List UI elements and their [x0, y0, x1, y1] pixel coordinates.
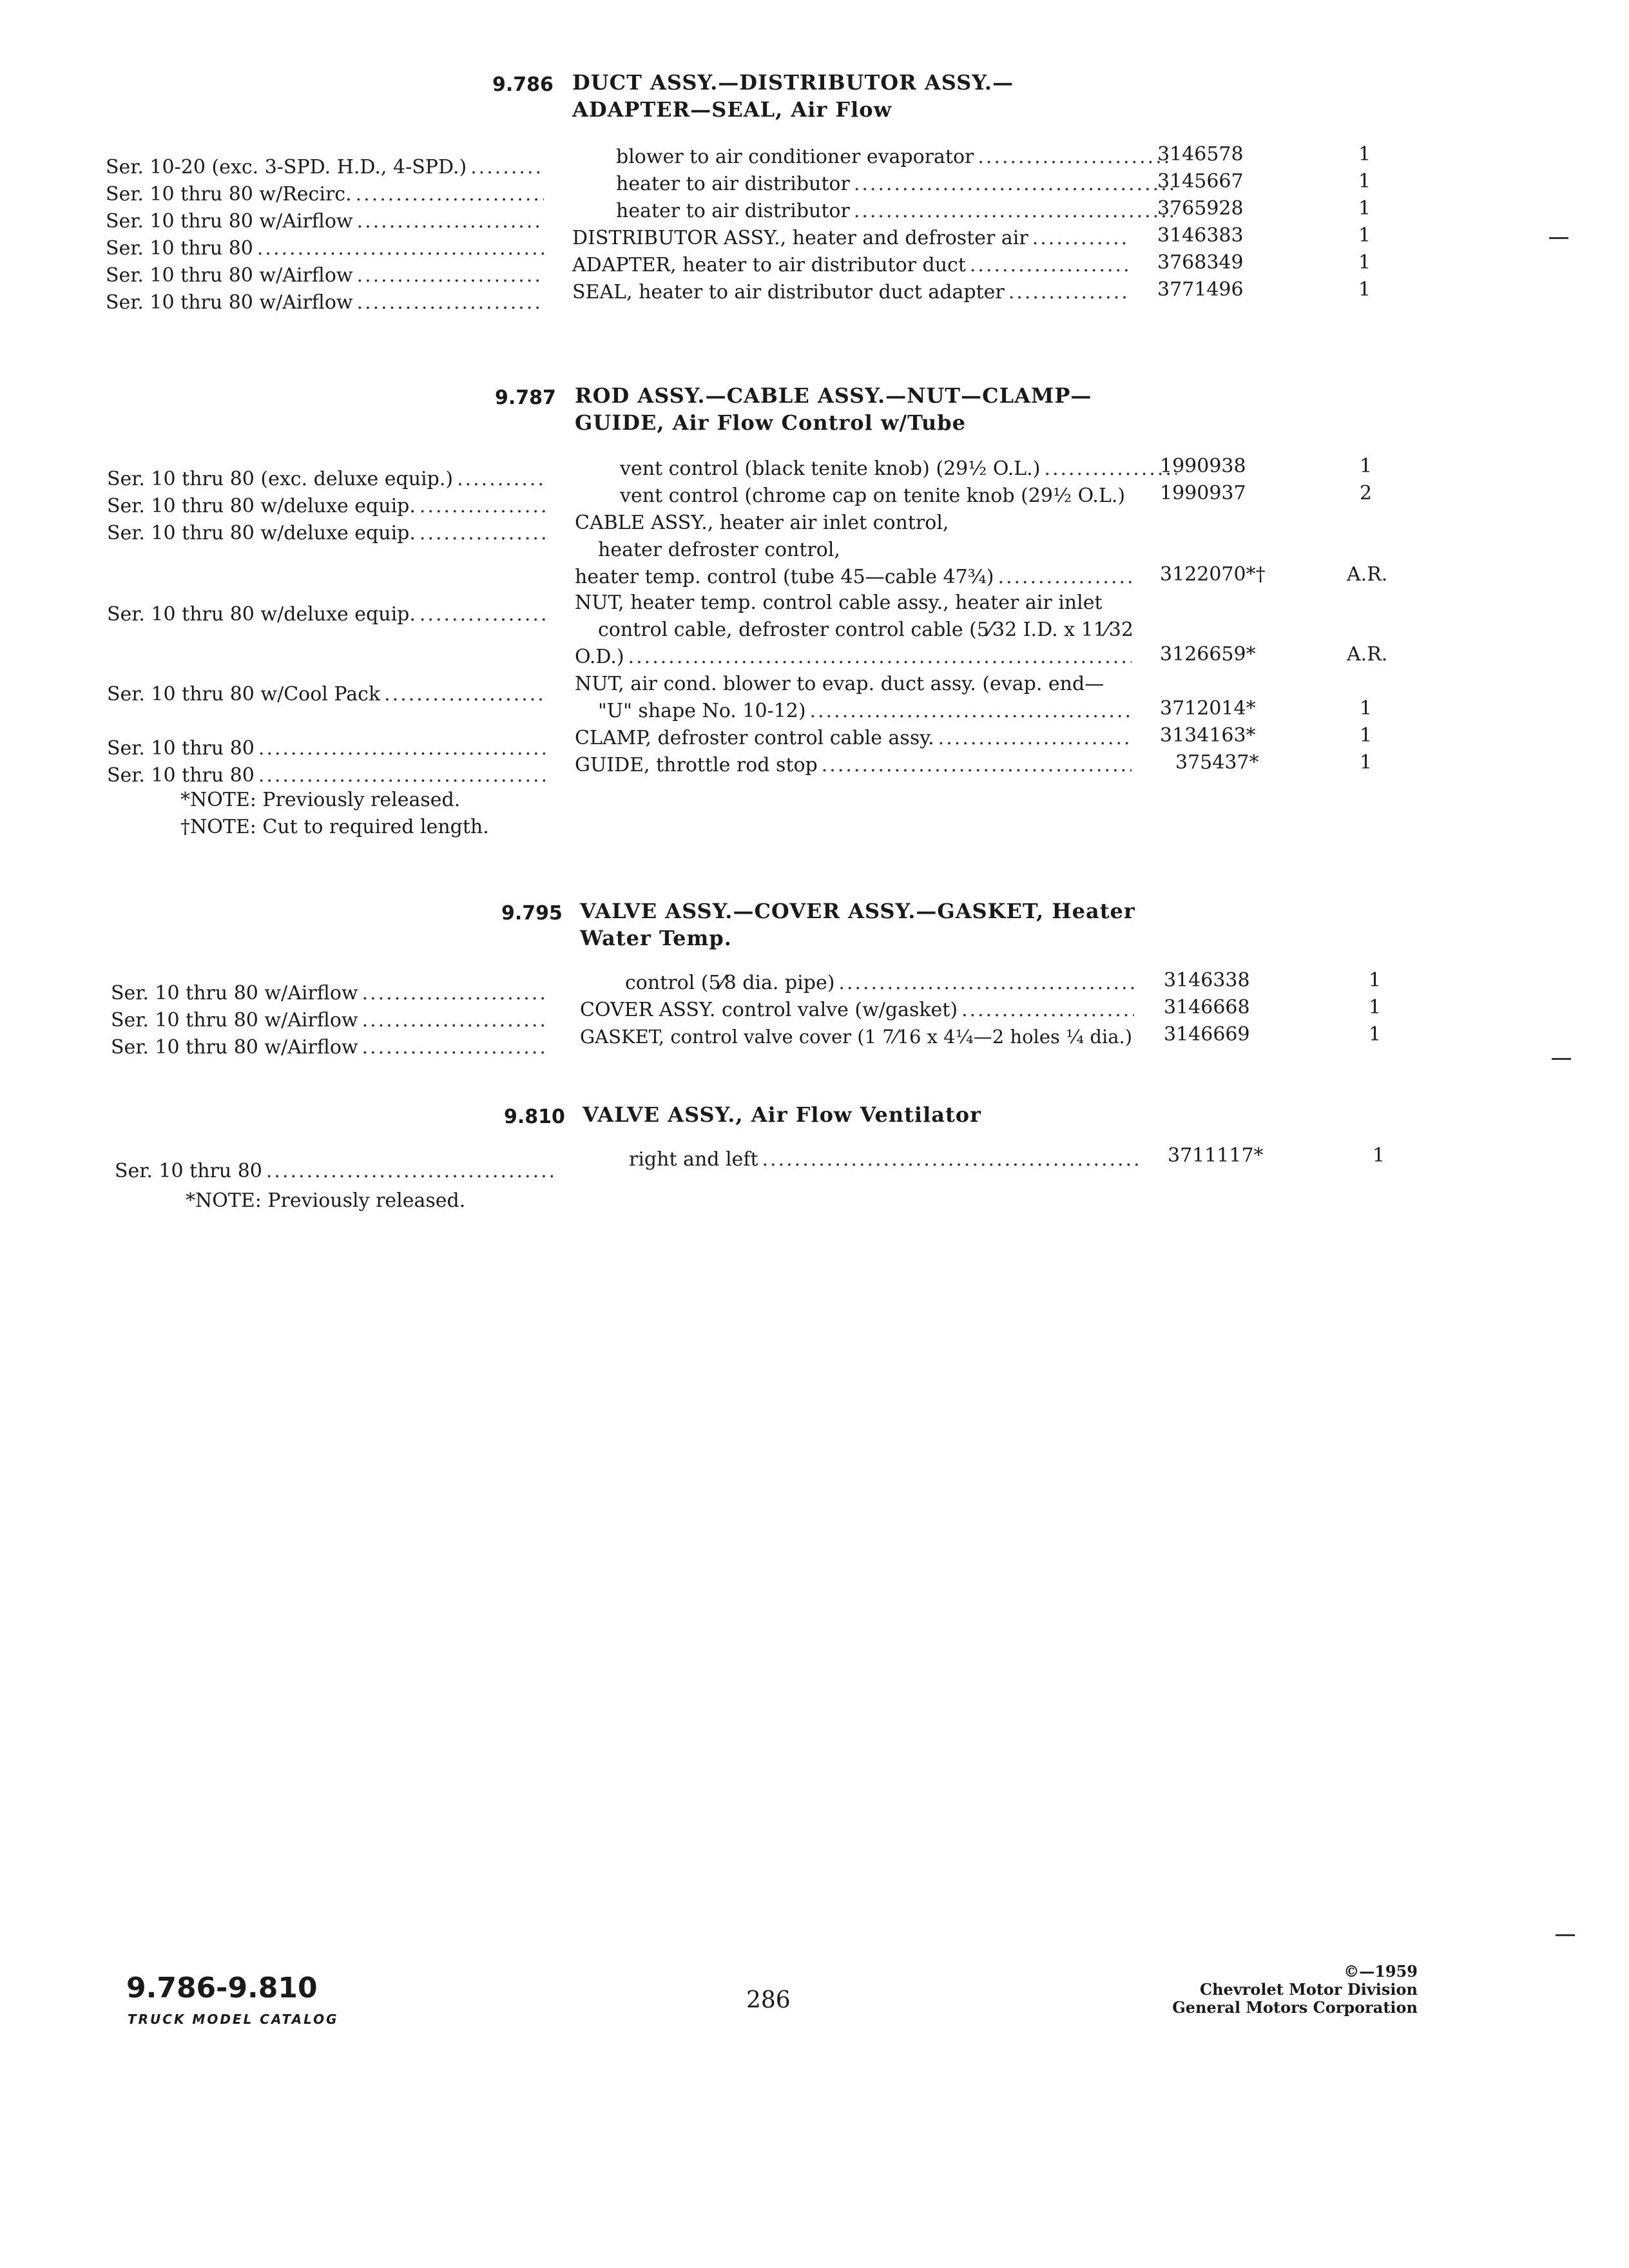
- description-cell: GUIDE, throttle rod stop .....: [575, 754, 1132, 776]
- margin-mark: [1552, 1058, 1571, 1060]
- part-number: 3126659*: [1160, 643, 1256, 666]
- applicability-cell: Ser. 10 thru 80 w/deluxe equip. .....: [107, 603, 545, 626]
- applicability-cell: Ser. 10 thru 80 w/Cool Pack .....: [107, 683, 545, 706]
- quantity: 2: [1360, 482, 1373, 505]
- applicability-cell: Ser. 10 thru 80 w/Airflow .....: [106, 264, 544, 287]
- section-title-line: VALVE ASSY., Air Flow Ventilator: [583, 1102, 981, 1127]
- quantity: 1: [1360, 751, 1373, 774]
- applicability-cell: Ser. 10 thru 80 w/Recirc. .....: [106, 183, 544, 206]
- description-cell: vent control (chrome cap on tenite knob (29½ O.L.): [620, 485, 1126, 507]
- description-cell: SEAL, heater to air distributor duct adapter .....: [572, 281, 1129, 303]
- quantity: 1: [1358, 278, 1371, 301]
- quantity: 1: [1358, 251, 1371, 274]
- part-number: 3146578: [1157, 143, 1244, 166]
- part-number: 375437*: [1175, 751, 1259, 774]
- quantity: 1: [1369, 1023, 1382, 1046]
- description-cell: vent control (black tenite knob) (29½ O.L.) .....: [620, 457, 1177, 480]
- quantity: 1: [1358, 224, 1371, 247]
- publisher-corporation: General Motors Corporation: [1172, 1998, 1418, 2017]
- section-title-line: ROD ASSY.—CABLE ASSY.—NUT—CLAMP—: [575, 383, 1092, 408]
- description-cell: heater to air distributor .....: [616, 200, 1173, 222]
- description-cell: heater to air distributor .....: [616, 173, 1173, 195]
- part-number: 3134163*: [1160, 724, 1256, 747]
- applicability-cell: Ser. 10 thru 80 .....: [115, 1160, 553, 1182]
- part-number: 3768349: [1157, 251, 1244, 274]
- part-number: 1990937: [1160, 482, 1246, 505]
- quantity: 1: [1358, 170, 1371, 193]
- description-line: heater defroster control,: [598, 539, 840, 561]
- quantity: 1: [1373, 1144, 1385, 1167]
- footnote: *NOTE: Previously released.: [180, 789, 461, 811]
- description-cell: heater temp. control (tube 45—cable 47¾) .....: [575, 566, 1132, 588]
- margin-mark: [1556, 1934, 1575, 1936]
- publisher-block: [1095, 1963, 1418, 2017]
- description-cell: control (5⁄8 dia. pipe) .....: [625, 972, 1134, 994]
- part-number: 3711117*: [1168, 1144, 1264, 1167]
- part-number: 3712014*: [1160, 697, 1256, 720]
- section-title-line: VALVE ASSY.—COVER ASSY.—GASKET, Heater: [580, 899, 1135, 923]
- page-number: 286: [746, 1987, 791, 2013]
- applicability-cell: Ser. 10 thru 80 w/Airflow .....: [106, 291, 544, 314]
- applicability-cell: Ser. 10 thru 80 (exc. deluxe equip.) .....: [107, 468, 545, 490]
- quantity: 1: [1369, 996, 1382, 1019]
- part-number: 3146383: [1157, 224, 1244, 247]
- margin-mark: [1549, 237, 1568, 239]
- description-cell: blower to air conditioner evaporator .....: [616, 146, 1173, 168]
- quantity: 1: [1369, 969, 1382, 992]
- applicability-cell: Ser. 10 thru 80 w/Airflow .....: [106, 210, 544, 233]
- quantity: 1: [1358, 197, 1371, 220]
- section-number: 9.810: [504, 1106, 565, 1128]
- section-number: 9.795: [501, 902, 563, 925]
- description-cell: CLAMP, defroster control cable assy. .....: [575, 727, 1132, 749]
- part-number: 1990938: [1160, 455, 1246, 477]
- copyright: ©—1959: [1344, 1962, 1418, 1981]
- quantity: A.R.: [1347, 563, 1388, 586]
- applicability-cell: Ser. 10 thru 80 w/Airflow .....: [111, 1036, 549, 1059]
- description-cell: right and left .....: [629, 1148, 1138, 1171]
- quantity: A.R.: [1347, 643, 1388, 666]
- part-number: 3771496: [1157, 278, 1244, 301]
- applicability-cell: Ser. 10 thru 80 .....: [107, 737, 545, 760]
- description-cell: ADAPTER, heater to air distributor duct .....: [572, 254, 1129, 276]
- applicability-cell: Ser. 10 thru 80 w/deluxe equip. .....: [107, 522, 545, 544]
- quantity: 1: [1360, 455, 1373, 477]
- part-number: 3145667: [1157, 170, 1244, 193]
- section-number: 9.787: [495, 387, 556, 409]
- description-cell: "U" shape No. 10-12) .....: [598, 700, 1132, 722]
- section-number: 9.786: [492, 73, 554, 96]
- description-cell: COVER ASSY. control valve (w/gasket) .....: [580, 999, 1134, 1021]
- section-title-line: ADAPTER—SEAL, Air Flow: [572, 97, 892, 122]
- part-number: 3122070*†: [1160, 563, 1266, 586]
- description-line: CABLE ASSY., heater air inlet control,: [575, 512, 949, 534]
- part-number: 3146338: [1164, 969, 1250, 992]
- description-line: NUT, heater temp. control cable assy., heater air inlet: [575, 591, 1103, 614]
- section-title-line: Water Temp.: [580, 926, 732, 950]
- section-title-line: DUCT ASSY.—DISTRIBUTOR ASSY.—: [572, 70, 1014, 95]
- applicability-cell: Ser. 10 thru 80 w/deluxe equip. .....: [107, 495, 545, 517]
- description-line: control cable, defroster control cable (5⁄32 I.D. x 11⁄32: [598, 619, 1133, 641]
- applicability-cell: Ser. 10 thru 80 .....: [107, 764, 545, 787]
- part-number: 3146669: [1164, 1023, 1250, 1046]
- footnote: †NOTE: Cut to required length.: [180, 816, 489, 838]
- publisher-division: Chevrolet Motor Division: [1200, 1980, 1418, 1999]
- applicability-cell: Ser. 10 thru 80 .....: [106, 237, 544, 260]
- description-line: NUT, air cond. blower to evap. duct assy. (evap. end—: [575, 673, 1104, 695]
- footnote: *NOTE: Previously released.: [186, 1189, 466, 1212]
- part-number: 3765928: [1157, 197, 1244, 220]
- description-cell: O.D.) .....: [575, 646, 1132, 668]
- footer-section-range: 9.786-9.810: [126, 1972, 318, 2004]
- part-number: 3146668: [1164, 996, 1250, 1019]
- quantity: 1: [1360, 724, 1373, 747]
- description-cell: GASKET, control valve cover (1 7⁄16 x 4¼—2 holes ¼ dia.): [580, 1026, 1133, 1048]
- applicability-cell: Ser. 10 thru 80 w/Airflow .....: [111, 1009, 549, 1032]
- applicability-cell: Ser. 10-20 (exc. 3-SPD. H.D., 4-SPD.) .....: [106, 156, 544, 178]
- applicability-cell: Ser. 10 thru 80 w/Airflow .....: [111, 982, 549, 1004]
- section-title-line: GUIDE, Air Flow Control w/Tube: [575, 410, 966, 435]
- quantity: 1: [1358, 143, 1371, 166]
- description-cell: DISTRIBUTOR ASSY., heater and defroster air .....: [572, 227, 1129, 249]
- footer-catalog-name: TRUCK MODEL CATALOG: [128, 2012, 339, 2027]
- quantity: 1: [1360, 697, 1373, 720]
